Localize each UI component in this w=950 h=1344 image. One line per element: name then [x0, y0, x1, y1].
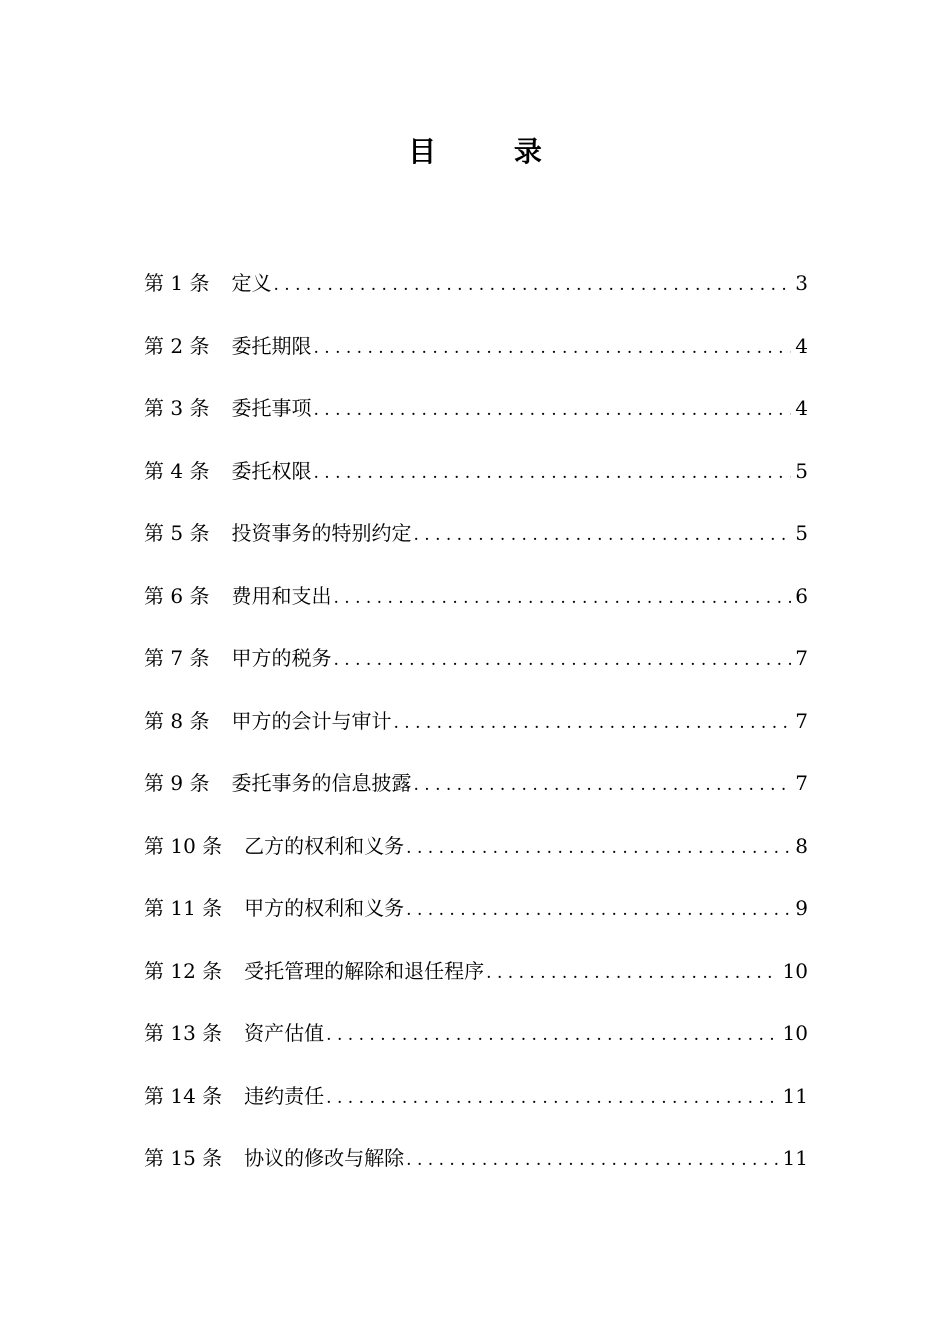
toc-entry[interactable]: [144, 951, 808, 1014]
toc-entry-title: 受托管理的解除和退任程序: [244, 958, 485, 983]
toc-page-number: 10: [782, 958, 808, 983]
toc-page-number: 6: [795, 583, 808, 608]
toc-entry[interactable]: [144, 826, 808, 889]
toc-entry-title: 委托期限: [231, 333, 312, 358]
toc-entry-title: 乙方的权利和义务: [244, 833, 405, 858]
toc-page-number: 9: [795, 896, 808, 920]
toc-dot-leader: [393, 703, 791, 743]
toc-page-number: 5: [795, 458, 808, 483]
toc-entry-title: 费用和支出: [231, 583, 332, 608]
toc-entry[interactable]: [144, 1138, 808, 1201]
toc-page-number: 10: [782, 1021, 808, 1045]
toc-dot-leader: [273, 265, 791, 305]
toc-dot-leader: [333, 640, 791, 680]
toc-page-number: 4: [795, 333, 808, 358]
toc-page-number: 7: [795, 646, 808, 670]
toc-entry-title: 委托事项: [231, 396, 312, 420]
toc-page-number: 11: [782, 1083, 808, 1108]
toc-article-number: 第 9 条: [144, 771, 210, 795]
toc-dot-leader: [313, 390, 791, 430]
toc-page-number: 4: [795, 396, 808, 420]
toc-dot-leader: [326, 1078, 778, 1118]
toc-article-number: 第 13 条: [144, 1021, 223, 1045]
toc-entry[interactable]: [144, 763, 808, 826]
table-of-contents: [144, 263, 808, 1201]
toc-entry-title: 投资事务的特别约定: [231, 521, 412, 545]
toc-entry-title: 资产估值: [244, 1021, 325, 1045]
toc-article-number: 第 3 条: [144, 396, 210, 420]
toc-entry[interactable]: [144, 263, 808, 326]
toc-entry[interactable]: [144, 513, 808, 576]
toc-dot-leader: [313, 328, 791, 368]
toc-entry-title: 甲方的权利和义务: [244, 896, 405, 920]
toc-article-number: 第 14 条: [144, 1083, 223, 1108]
toc-entry[interactable]: [144, 1076, 808, 1139]
toc-entry-title: 甲方的会计与审计: [231, 708, 392, 733]
toc-dot-leader: [333, 578, 791, 618]
toc-entry[interactable]: [144, 451, 808, 514]
toc-article-number: 第 1 条: [144, 271, 210, 295]
toc-entry[interactable]: [144, 638, 808, 701]
toc-page-number: 8: [795, 833, 808, 858]
toc-entry[interactable]: [144, 888, 808, 951]
toc-entry[interactable]: [144, 326, 808, 389]
toc-entry-title: 委托权限: [231, 458, 312, 483]
toc-entry[interactable]: [144, 1013, 808, 1076]
toc-article-number: 第 8 条: [144, 708, 210, 733]
toc-article-number: 第 7 条: [144, 646, 210, 670]
toc-dot-leader: [413, 515, 791, 555]
toc-article-number: 第 6 条: [144, 583, 210, 608]
toc-entry[interactable]: [144, 388, 808, 451]
toc-page-number: 7: [795, 708, 808, 733]
toc-article-number: 第 15 条: [144, 1146, 223, 1170]
toc-article-number: 第 4 条: [144, 458, 210, 483]
toc-entry[interactable]: [144, 576, 808, 639]
toc-title: 目 录: [408, 135, 576, 168]
toc-page-number: 3: [795, 271, 808, 295]
toc-entry-title: 委托事务的信息披露: [231, 771, 412, 795]
toc-dot-leader: [313, 453, 791, 493]
toc-entry-title: 定义: [231, 271, 272, 295]
toc-dot-leader: [486, 953, 778, 993]
toc-dot-leader: [326, 1015, 778, 1055]
toc-dot-leader: [413, 765, 791, 805]
toc-article-number: 第 2 条: [144, 333, 210, 358]
toc-page-number: 7: [795, 771, 808, 795]
toc-article-number: 第 10 条: [144, 833, 223, 858]
toc-page-number: 5: [795, 521, 808, 545]
toc-entry-title: 甲方的税务: [231, 646, 332, 670]
toc-entry-title: 违约责任: [244, 1083, 325, 1108]
toc-article-number: 第 5 条: [144, 521, 210, 545]
toc-page-number: 11: [782, 1146, 808, 1170]
toc-dot-leader: [406, 890, 791, 930]
toc-article-number: 第 11 条: [144, 896, 223, 920]
toc-article-number: 第 12 条: [144, 958, 223, 983]
toc-entry[interactable]: [144, 701, 808, 764]
toc-dot-leader: [406, 1140, 778, 1180]
toc-dot-leader: [406, 828, 791, 868]
toc-entry-title: 协议的修改与解除: [244, 1146, 405, 1170]
